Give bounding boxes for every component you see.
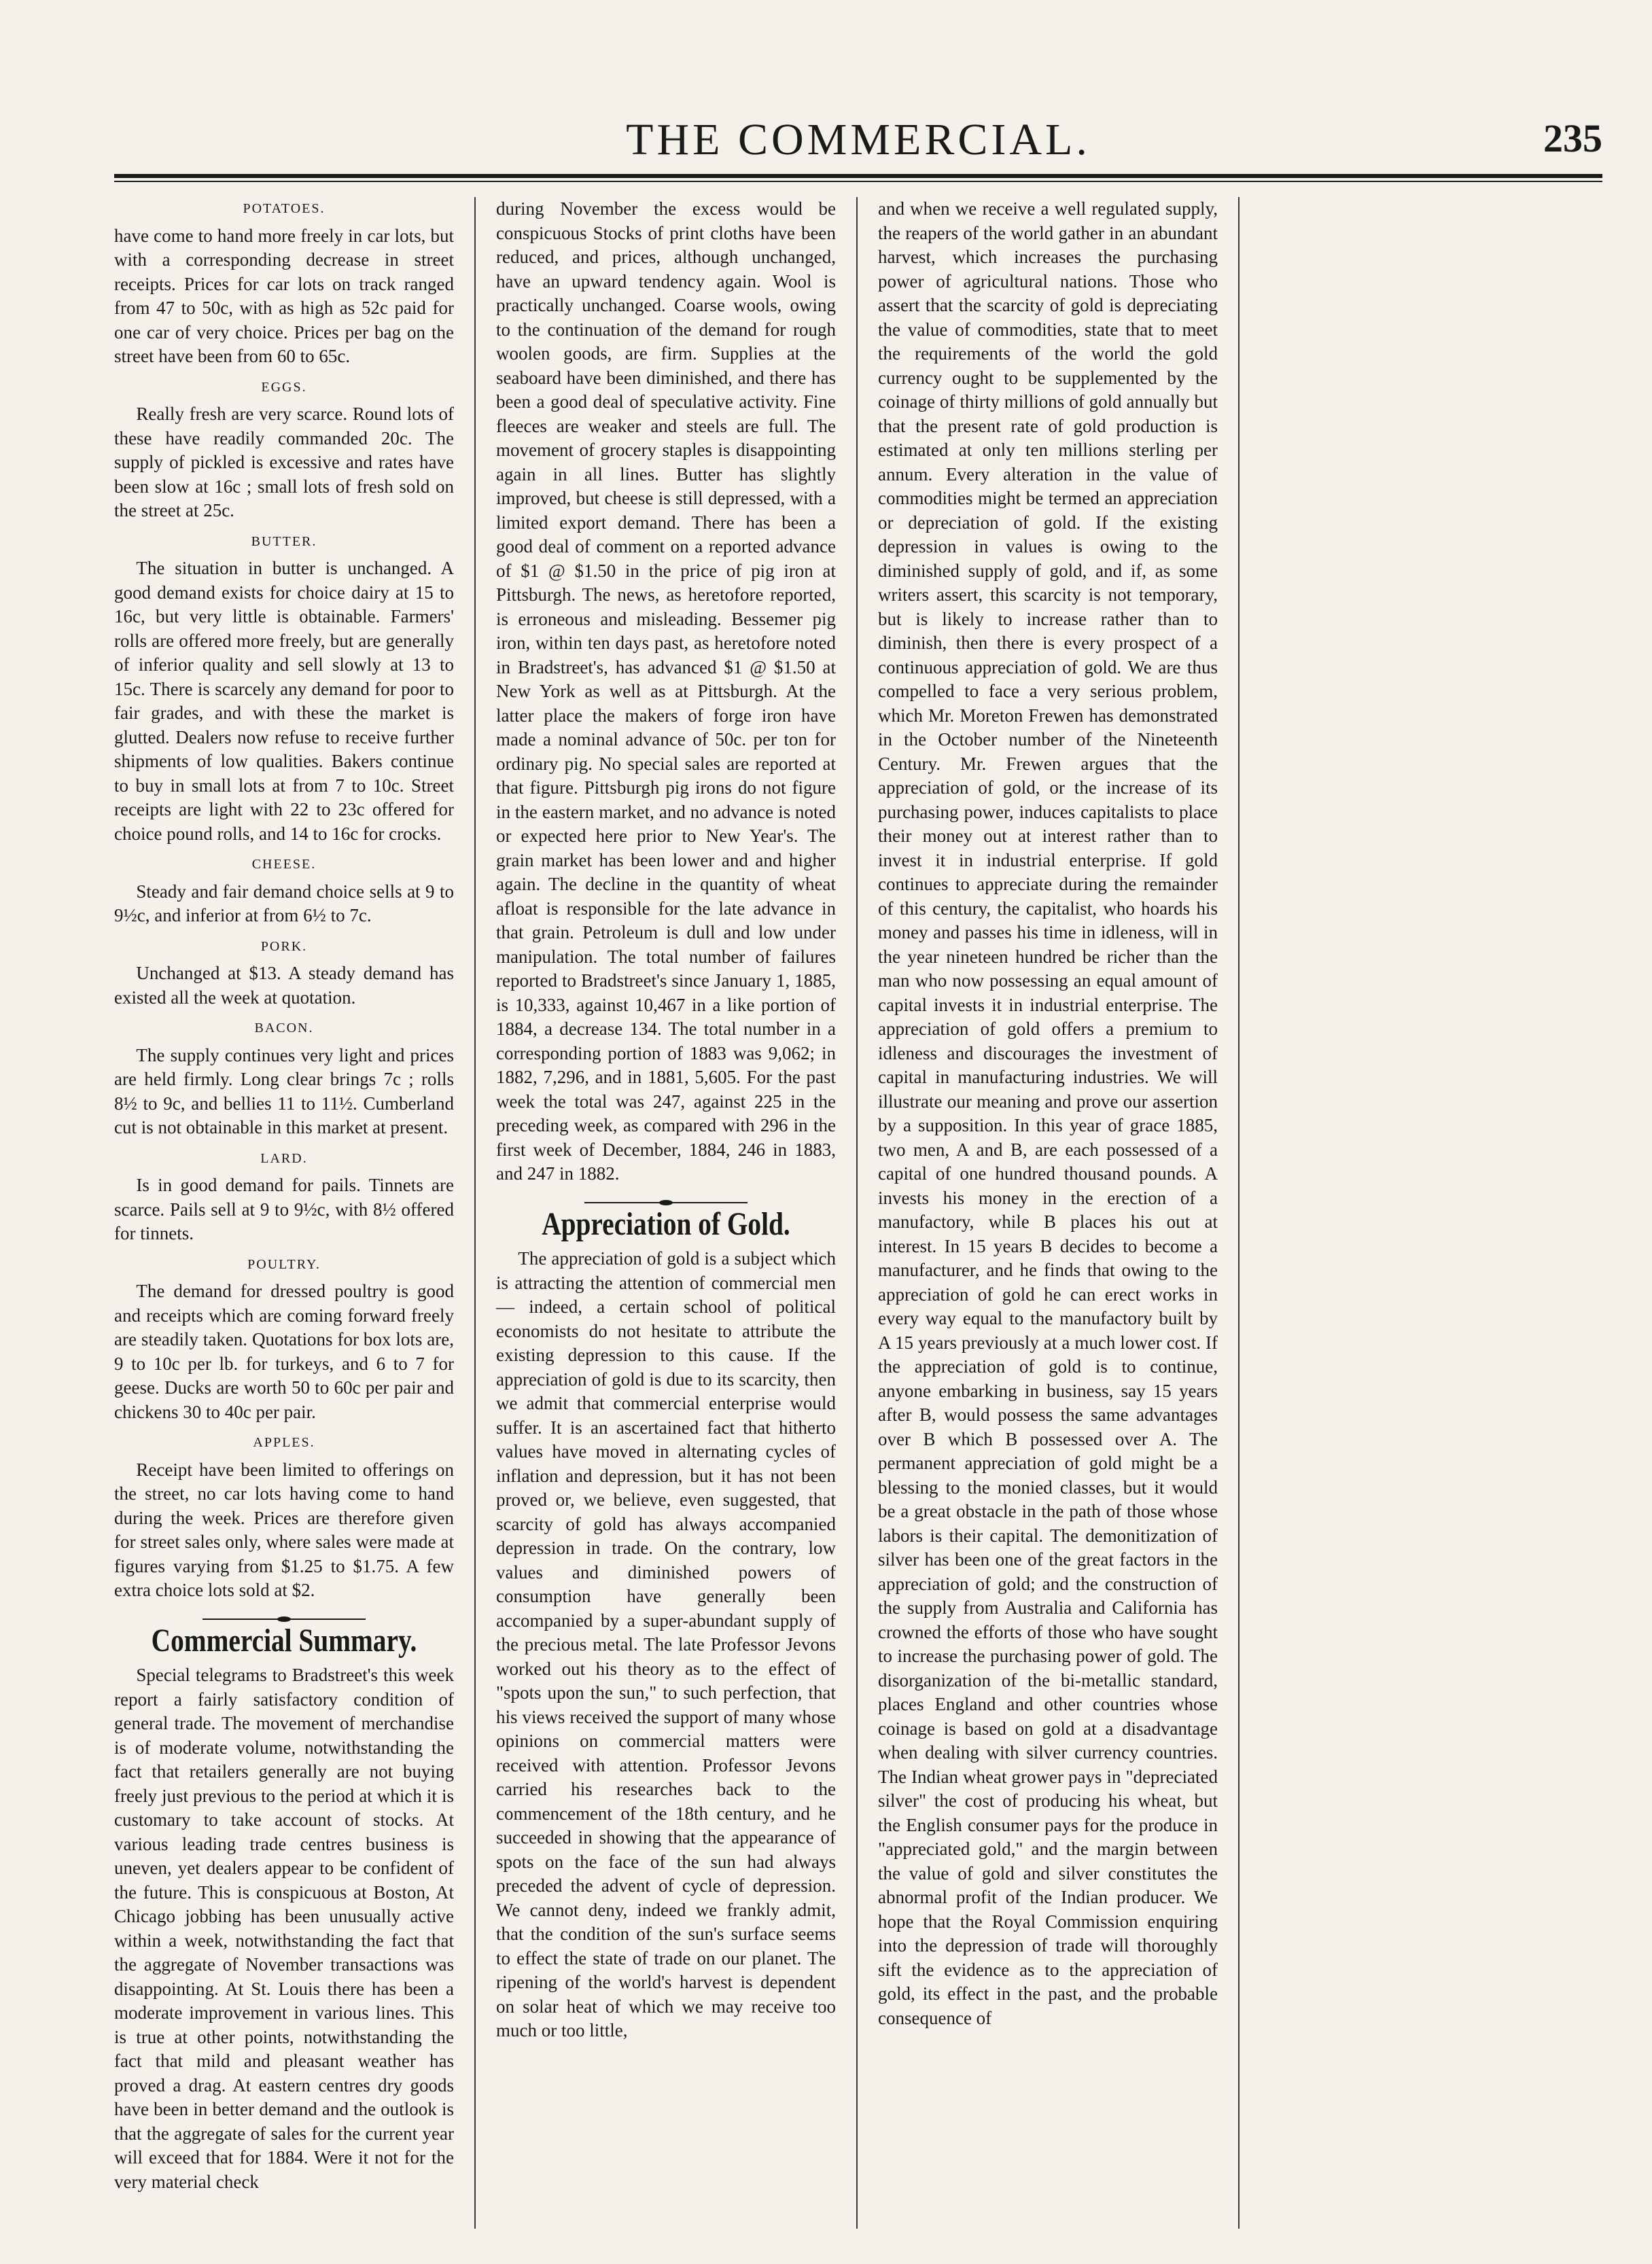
newspaper-title: THE COMMERCIAL. (626, 115, 1091, 164)
section-head-poultry: POULTRY. (247, 1256, 321, 1272)
column-divider (1238, 197, 1240, 2229)
section-head-pork: PORK. (260, 938, 308, 954)
paragraph-eggs: Really fresh are very scarce. Round lots of these have readily commanded 20c. The supply of pickled is excessive and rates have been slow at 16c ; small lots of fresh sold on the street at 25c. (114, 404, 454, 520)
column-divider (474, 197, 476, 2229)
section-head-eggs: EGGS. (261, 379, 307, 395)
paragraph-commercial-summary: Special telegrams to Bradstreet's this week report a fairly satisfactory condition of general trade. The movement of merchandise is of moderate volume, notwithstanding the fact that retailers generally are not buying freely just previous to the period at which it is customary to take account of stocks. At various leading trade centres business is uneven, yet dealers appear to be confident of the future. This is conspicuous at Boston, At Chicago jobbing has been unusually active within a week, notwithstanding the fact that the aggregate of November transactions was disappointing. At St. Louis there has been a moderate improvement in various lines. This is true at other points, notwithstanding the fact that mild and pleasant weather has proved a drag. At eastern centres dry goods have been in better demand and the outlook is that the aggregate of sales for the current year will exceed that for 1884. Were it not for the very material check (114, 1665, 454, 2192)
column-2 (496, 197, 836, 2229)
paragraph-lard: Is in good demand for pails. Tinnets are scarce. Pails sell at 9 to 9½c, with 8½ offered for tinnets. (114, 1175, 454, 1243)
paragraph-pork: Unchanged at $13. A steady demand has existed all the week at quotation. (114, 963, 454, 1008)
headline-appreciation-of-gold: Appreciation of Gold. (542, 1205, 790, 1242)
masthead (114, 114, 1602, 169)
section-head-cheese: CHEESE. (251, 857, 317, 872)
paragraph-butter: The situation in butter is unchanged. A good demand exists for choice dairy at 15 to 16c, but very little is obtainable. Farmers' rolls are offered more freely, but are generally of inferior quality and sell slowly at 13 to 15c. There is scarcely any demand for poor to fair grades, and with these the market is glutted. Dealers now refuse to receive further shipments of low qualities. Bakers continue to buy in small lots at from 7 to 10c. Street receipts are light with 22 to 23c offered for choice pound rolls, and 14 to 16c for crocks. (114, 558, 454, 844)
paragraph-bacon: The supply continues very light and prices are held firmly. Long clear brings 7c ; rolls 8½ to 9c, and bellies 11 to 11½. Cumberland cut is not obtainable in this market at present. (114, 1044, 454, 1137)
section-head-bacon: BACON. (254, 1021, 314, 1036)
section-head-butter: BUTTER. (251, 533, 317, 549)
column-divider (856, 197, 858, 2229)
header-rule-thin (114, 181, 1602, 182)
paragraph-potatoes: have come to hand more freely in car lots, but with a corresponding decrease in street receipts. Prices for car lots on track ranged from 47 to 50c, with as high as 52c paid for one car of very choice. Prices per bag on the street have been from 60 to 65c. (114, 225, 454, 366)
column-1 (114, 197, 454, 2229)
section-head-potatoes: POTATOES. (243, 201, 326, 216)
header-rule-thick (114, 174, 1602, 178)
page-number: 235 (1543, 116, 1602, 160)
paragraph-appreciation-of-gold: The appreciation of gold is a subject which is attracting the attention of commercial men— indeed, a certain school of political economists do not hesitate to attribute the existing depression to this cause. If the appreciation of gold is due to its scarcity, then we admit that commercial enterprise would suffer. It is an ascertained fact that hitherto values have moved in alternating cycles of inflation and depression, but it has not been proved or, we believe, even suggested, that scarcity of gold has always accompanied depression in trade. On the contrary, low values and diminished powers of consumption have generally been accompanied by a super-abundant supply of the precious metal. The late Professor Jevons worked out his theory as to the effect of "spots upon the sun," to such perfection, that his views received the support of many whose opinions on commercial matters were received with attention. Professor Jevons carried his researches back to the commencement of the 18th century, and he succeeded in showing that the appearance of spots on the face of the sun had always preceded the advent of cycle of depression. We cannot deny, indeed we frankly admit, that the condition of the sun's surface seems to effect the state of trade on our planet. The ripening of the world's harvest is dependent on solar heat of which we may receive too much or too little, (496, 1248, 836, 2040)
section-head-apples: APPLES. (253, 1435, 315, 1450)
ornamental-rule (203, 1616, 366, 1622)
column-4 (1260, 197, 1602, 2229)
paragraph-cheese: Steady and fair demand choice sells at 9 to 9½c, and inferior at from 6½ to 7c. (114, 881, 454, 925)
headline-commercial-summary: Commercial Summary. (151, 1622, 417, 1659)
paragraph-poultry: The demand for dressed poultry is good and receipts which are coming forward freely are steadily taken. Quotations for box lots are, 9 to 10c per lb. for turkeys, and 6 to 7 for geese. Ducks are worth 50 to 60c per pair and chickens 30 to 40c per pair. (114, 1281, 454, 1422)
column-3 (878, 197, 1218, 2229)
section-head-lard: LARD. (260, 1150, 308, 1166)
ornamental-rule (584, 1200, 748, 1205)
paragraph-apples: Receipt have been limited to offerings on the street, no car lots having come to hand during the week. Prices are therefore given for street sales only, where sales were made at figures varying from $1.25 to $1.75. A few extra choice lots sold at $2. (114, 1459, 454, 1600)
paragraph-gold-continued: and when we receive a well regulated supply, the reapers of the world gather in an abundant harvest, which increases the purchasing power of agricultural nations. Those who assert that the scarcity of gold is depreciating the value of commodities, state that to meet the requirements of the world the gold currency ought to be supplemented by the coinage of thirty millions of gold annually but that the present rate of gold production is estimated at only ten millions sterling per annum. Every alteration in the value of commodities might be termed an appreciation or depreciation of gold. If the existing depression in values is owing to the diminished supply of gold, and if, as some writers assert, this scarcity is not temporary, but is likely to increase rather than to diminish, then there is every prospect of a continuous appreciation of gold. We are thus compelled to face a very serious problem, which Mr. Moreton Frewen has demonstrated in the October number of the Nineteenth Century. Mr. Frewen argues that the appreciation of gold, or the increase of its purchasing power, induces capitalists to place their money out at interest rather than to invest it in industrial enterprise. If gold continues to appreciate during the remainder of this century, the capitalist, who hoards his money and passes his time in idleness, will in the year nineteen hundred be richer than the man who now possessing an equal amount of capital invests it in industrial enterprise. The appreciation of gold offers a premium to idleness and discourages the investment of capital in manufacturing industries. We will illustrate our meaning and prove our assertion by a supposition. In this year of grace 1885, two men, A and B, are each possessed of a capital of one hundred thousand pounds. A invests his money in the erection of a manufactory, while B places his out at interest. In 15 years B decides to become a manufacturer, and he finds that owing to the appreciation of gold he can erect works in every way equal to the manufactory built by A 15 years previously at a much lower cost. If the appreciation of gold is to continue, anyone embarking in business, say 15 years after B, would possess the same advantages over B which B possessed over A. The permanent appreciation of gold might be a blessing to the monied classes, but it would be a great obstacle in the path of those whose labors is their capital. The demonitization of silver has been one of the great factors in the appreciation of gold; and the construction of the supply from Australia and California has crowned the efforts of those who have sought to increase the purchasing power of gold. The disorganization of the bi-metallic standard, places England and other countries whose coinage is based on gold at a disadvantage when dealing with silver currency countries. The Indian wheat grower pays in "depreciated silver" the cost of producing his wheat, but the English consumer pays for the produce in "appreciated gold," and the margin between the value of gold and silver constitutes the abnormal profit of the Indian producer. We hope that the Royal Commission enquiring into the depression of trade will thoroughly sift the evidence as to the appreciation of gold, its effect in the past, and the probable consequence of (878, 198, 1218, 2028)
paragraph-summary-continued: during November the excess would be conspicuous Stocks of print cloths have been reduced, and prices, although unchanged, have an upward tendency again. Wool is practically unchanged. Coarse wools, owing to the continuation of the demand for rough woolen goods, are firm. Supplies at the seaboard have been diminished, and there has been a good deal of speculative activity. Fine fleeces are weaker and steels are full. The movement of grocery staples is disappointing again in all lines. Butter has slightly improved, but cheese is still depressed, with a limited export demand. There has been a good deal of comment on a reported advance of $1 @ $1.50 in the price of pig iron at Pittsburgh. The news, as heretofore reported, is erroneous and misleading. Bessemer pig iron, within ten days past, as heretofore noted in Bradstreet's, has advanced $1 @ $1.50 at New York as well as at Pittsburgh. At the latter place the makers of forge iron have made a nominal advance of 50c. per ton for ordinary pig. No special sales are reported at that figure. Pittsburgh pig irons do not figure in the eastern market, and no advance is noted or expected here prior to New Year's. The grain market has been lower and and higher again. The decline in the quantity of wheat afloat is responsible for the late advance in that grain. Petroleum is dull and low under manipulation. The total number of failures reported to Bradstreet's since January 1, 1885, is 10,333, against 10,467 in a like portion of 1884, a decrease 134. The total number in a corresponding portion of 1883 was 9,062; in 1882, 7,296, and in 1881, 5,605. For the past week the total was 247, against 225 in the preceding week, as compared with 296 in the first week of December, 1884, 246 in 1883, and 247 in 1882. (496, 198, 836, 1184)
